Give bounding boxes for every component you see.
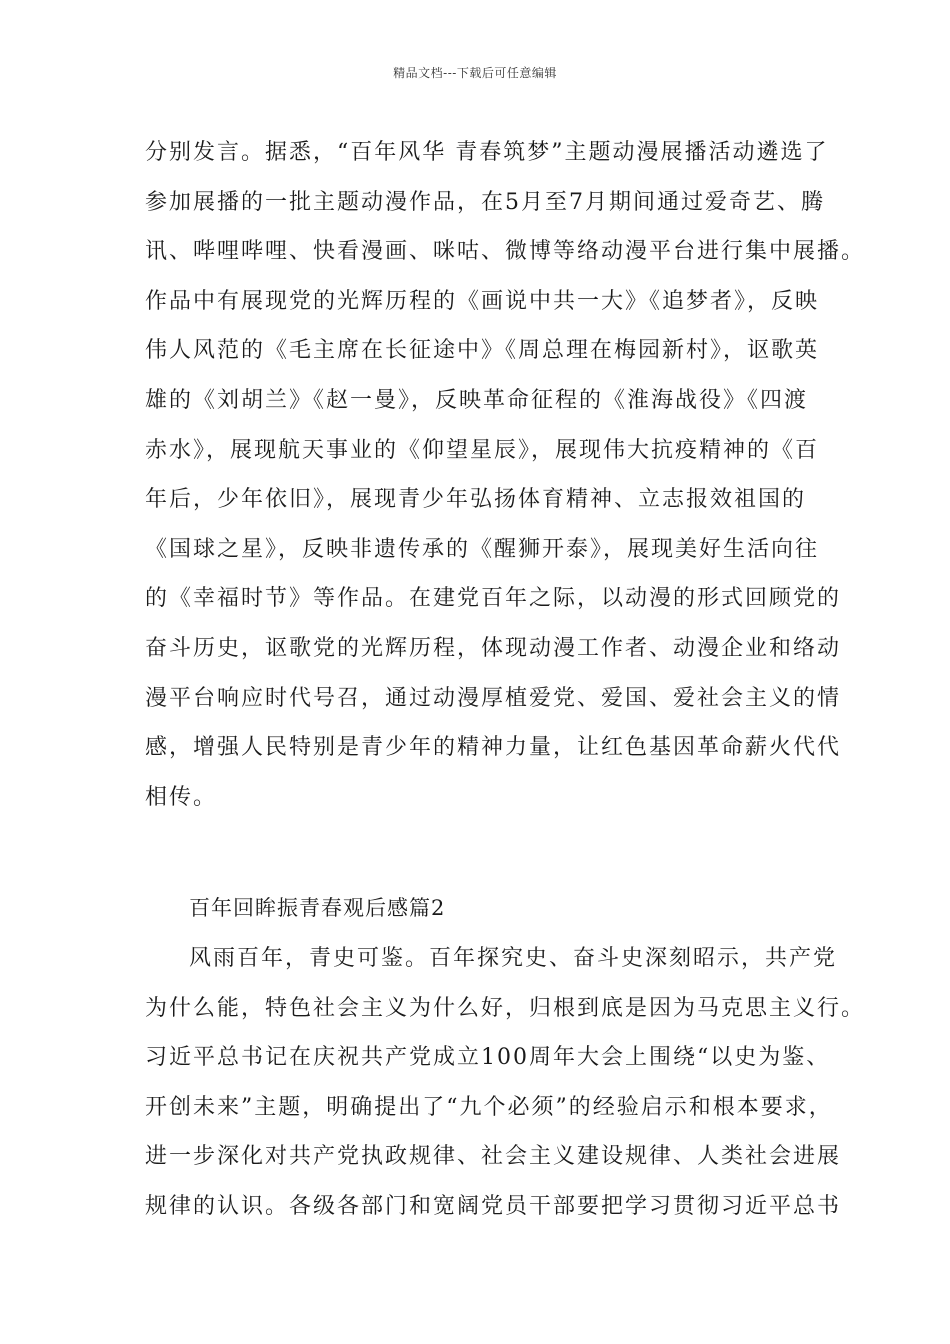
paragraph-line: 习近平总书记在庆祝共产党成立100周年大会上围绕“以史为鉴、 (145, 1045, 831, 1071)
section-heading: 百年回眸振青春观后感篇2 (189, 896, 446, 921)
paragraph-line: 风雨百年，青史可鉴。百年探究史、奋斗史深刻昭示，共产党 (189, 945, 838, 971)
paragraph-line: 作品中有展现党的光辉历程的《画说中共一大》《追梦者》，反映 (145, 288, 820, 314)
paragraph-line: 奋斗历史，讴歌党的光辉历程，体现动漫工作者、动漫企业和络动 (145, 635, 842, 661)
paragraph-line: 分别发言。据悉，“百年风华 青春筑梦”主题动漫展播活动遴选了 (145, 140, 829, 165)
paragraph-line: 进一步深化对共产党执政规律、社会主义建设规律、人类社会进展 (145, 1144, 842, 1170)
paragraph-line: 雄的《刘胡兰》《赵一曼》，反映革命征程的《淮海战役》《四渡 (145, 387, 809, 413)
paragraph-line: 漫平台响应时代号召，通过动漫厚植爱党、爱国、爱社会主义的情 (145, 685, 842, 711)
paragraph-line: 伟人风范的《毛主席在长征途中》《周总理在梅园新村》，讴歌英 (145, 338, 820, 364)
section-spacer (145, 822, 817, 884)
paragraph-line: 的《幸福时节》等作品。在建党百年之际，以动漫的形式回顾党的 (145, 586, 842, 612)
paragraph-line: 年后，少年依旧》，展现青少年弘扬体育精神、立志报效祖国的 (145, 487, 807, 513)
page-header: 精品文档---下载后可任意编辑 (393, 66, 557, 80)
paragraph-line: 为什么能，特色社会主义为什么好，归根到底是因为马克思主义行。 (145, 995, 866, 1021)
document-body (145, 128, 866, 1231)
paragraph-line: 感，增强人民特别是青少年的精神力量，让红色基因革命薪火代代 (145, 735, 842, 761)
paragraph-line: 规律的认识。各级各部门和宽阔党员干部要把学习贯彻习近平总书 (145, 1193, 842, 1219)
paragraph-line: 《国球之星》，反映非遗传承的《醒狮开泰》，展现美好生活向往 (145, 536, 820, 562)
paragraph-line: 讯、哔哩哔哩、快看漫画、咪咕、微博等络动漫平台进行集中展播。 (145, 239, 866, 265)
section-1 (145, 128, 866, 822)
paragraph-line: 参加展播的一批主题动漫作品，在5月至7月期间通过爱奇艺、腾 (145, 189, 825, 215)
paragraph-line: 相传。 (145, 784, 218, 810)
section-2 (145, 884, 866, 1231)
paragraph-line: 赤水》，展现航天事业的《仰望星辰》，展现伟大抗疫精神的《百 (145, 437, 820, 463)
paragraph-line: 开创未来”主题，明确提出了“九个必须”的经验启示和根本要求， (145, 1094, 833, 1120)
